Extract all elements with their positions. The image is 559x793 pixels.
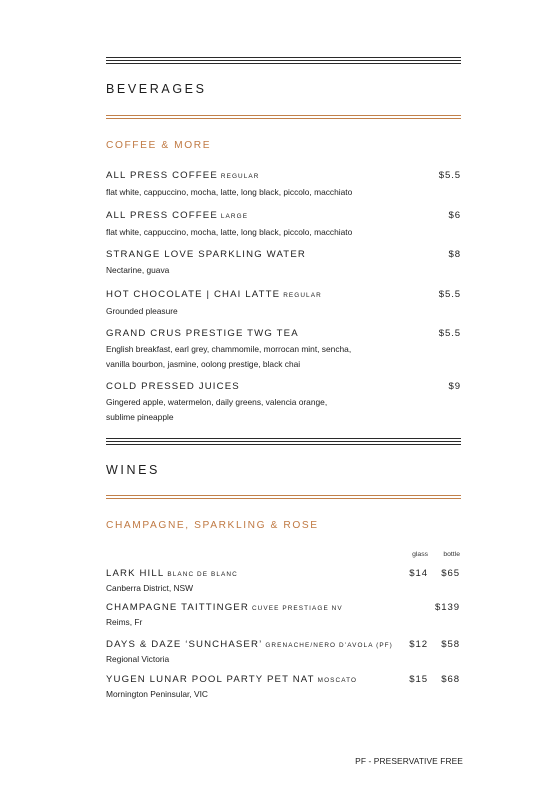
wine-variety: BLANC DE BLANC — [167, 571, 238, 578]
beverages-divider — [106, 115, 461, 121]
item-name: ALL PRESS COFFEE — [106, 170, 218, 181]
item-price: $5.5 — [438, 170, 461, 181]
item-description-line: sublime pineapple — [106, 411, 174, 422]
wine-variety: GRENACHE/NERO D’AVOLA (PF) — [265, 642, 393, 649]
wine-variety: CUVEE PRESTIAGE NV — [251, 605, 343, 612]
item-description: flat white, cappuccino, mocha, latte, long black, piccolo, macchiato — [106, 227, 353, 237]
item-name: COLD PRESSED JUICES — [106, 381, 240, 392]
item-price: $6 — [448, 210, 461, 221]
glass-price: $12 — [409, 639, 428, 650]
wine-region: Canberra District, NSW — [106, 583, 194, 593]
item-description: Nectarine, guava — [106, 265, 170, 275]
sparkling-section-heading: CHAMPAGNE, SPARKLING & ROSE — [106, 520, 319, 531]
menu-item — [106, 248, 461, 278]
item-size: LARGE — [220, 213, 249, 220]
wine-item — [106, 673, 461, 702]
menu-item — [106, 327, 461, 371]
glass-column-header: glass — [412, 551, 428, 558]
top-divider — [106, 57, 461, 66]
glass-price: $15 — [409, 674, 428, 685]
item-price: $8 — [448, 249, 461, 260]
wine-name: DAYS & DAZE ‘SUNCHASER’ — [106, 639, 263, 650]
bottle-price: $58 — [441, 639, 460, 650]
wines-divider — [106, 495, 461, 501]
wine-region: Mornington Peninsular, VIC — [106, 689, 208, 699]
wine-item — [106, 567, 461, 596]
item-price: $5.5 — [438, 289, 461, 300]
item-description: flat white, cappuccino, mocha, latte, long black, piccolo, macchiato — [106, 187, 353, 197]
item-size: REGULAR — [220, 173, 260, 180]
wine-region: Reims, Fr — [106, 617, 143, 627]
bottle-price: $68 — [441, 674, 460, 685]
menu-item — [106, 380, 461, 424]
item-price: $9 — [448, 381, 461, 392]
item-description-line: Gingered apple, watermelon, daily greens, valencia orange, — [106, 397, 328, 407]
item-name: STRANGE LOVE SPARKLING WATER — [106, 249, 306, 260]
bottle-column-header: bottle — [443, 551, 460, 558]
item-price: $5.5 — [438, 328, 461, 339]
wine-region: Regional Victoria — [106, 654, 170, 664]
wine-item — [106, 638, 461, 667]
bottle-price: $65 — [441, 568, 460, 579]
item-size: REGULAR — [283, 292, 322, 299]
beverages-heading: BEVERAGES — [106, 82, 207, 96]
wines-top-divider — [106, 438, 461, 447]
coffee-section-heading: COFFEE & MORE — [106, 140, 212, 151]
wine-variety: MOSCATO — [317, 677, 358, 684]
bottle-price: $139 — [435, 602, 460, 613]
preservative-free-note: PF - PRESERVATIVE FREE — [355, 756, 463, 766]
item-description: Grounded pleasure — [106, 306, 178, 316]
menu-item — [106, 209, 461, 240]
wine-name: LARK HILL — [106, 568, 165, 579]
wine-item — [106, 601, 461, 630]
item-description-line: vanilla bourbon, jasmine, oolong prestige, black chai — [106, 358, 301, 369]
menu-item — [106, 169, 461, 200]
item-name: ALL PRESS COFFEE — [106, 210, 218, 221]
menu-item — [106, 288, 461, 319]
wines-heading: WINES — [106, 463, 160, 477]
wine-name: YUGEN LUNAR POOL PARTY PET NAT — [106, 674, 315, 685]
wine-name: CHAMPAGNE TAITTINGER — [106, 602, 249, 613]
glass-price: $14 — [409, 568, 428, 579]
item-name: HOT CHOCOLATE | CHAI LATTE — [106, 289, 281, 300]
item-name: GRAND CRUS PRESTIGE TWG TEA — [106, 328, 299, 339]
item-description-line: English breakfast, earl grey, chammomile, morrocan mint, sencha, — [106, 344, 352, 354]
